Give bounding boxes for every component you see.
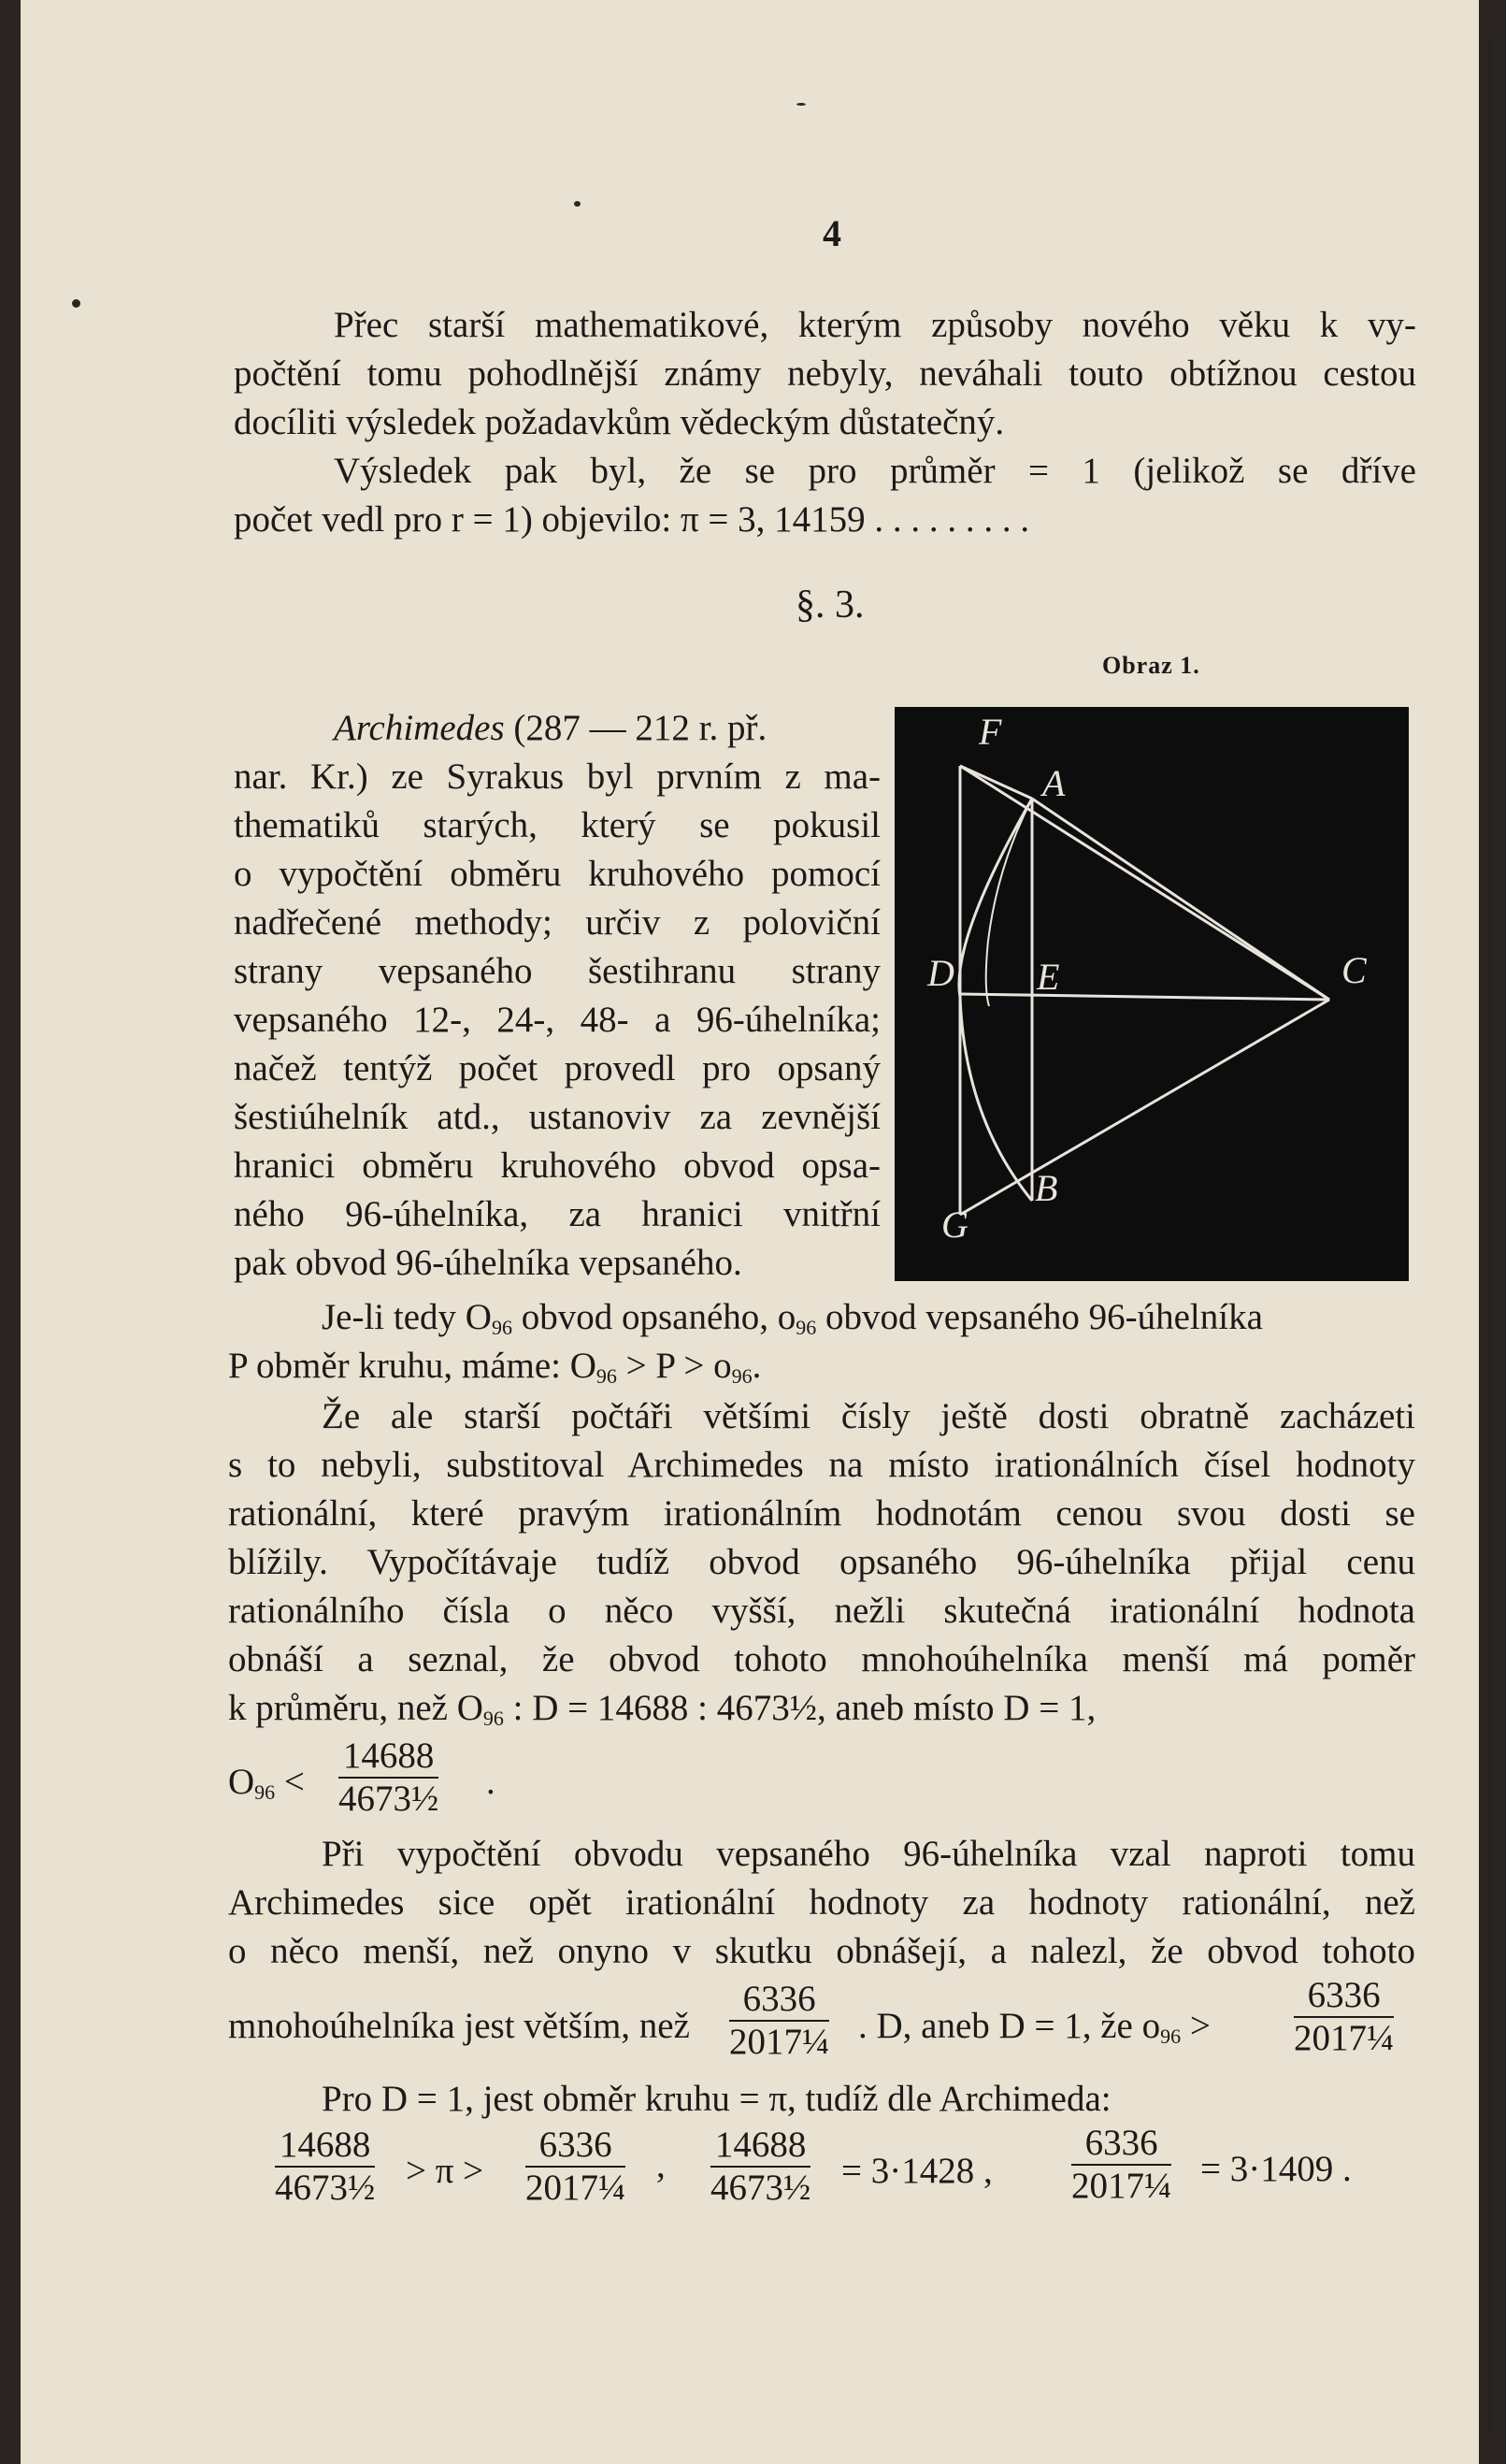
intro-line-3: docíliti výsledek požadavkům vědeckým důstatečný. — [234, 402, 1005, 442]
ze-line-6: obnáší a seznal, že obvod tohoto mnohoúhelníka menší má poměr — [228, 1639, 1415, 1679]
book-page — [21, 0, 1479, 2464]
label-F: F — [979, 711, 1002, 753]
column-line-2: thematiků starých, který se pokusil — [234, 805, 881, 845]
column-line-10: ného 96-úhelníka, za hranici vnitřní — [234, 1194, 881, 1234]
final-fraction-1 — [275, 2125, 375, 2209]
ze-line-2: s to nebyli, substitoval Archimedes na místo irationálních čísel hodnoty — [228, 1445, 1415, 1485]
figure-drawing — [895, 707, 1409, 1281]
pri-line-3: o něco menší, než onyno v skutku obnášejí, a nalezl, že obvod tohoto — [228, 1931, 1415, 1971]
upper-bound-fraction — [338, 1736, 438, 1820]
final-fraction-4 — [1071, 2123, 1171, 2207]
ink-speck — [796, 103, 806, 106]
upper-bound-numerator: 14688 — [338, 1736, 438, 1779]
final-numerator-4: 6336 — [1071, 2123, 1171, 2166]
lower-bound-numerator-2: 6336 — [1294, 1975, 1394, 2018]
intro-line-4: Výsledek pak byl, že se pro průměr = 1 (jelikož se dříve — [334, 451, 1416, 491]
ratio-line: k průměru, než $O_{96}$ : D = 14688 : 4673½, aneb místo D = 1, — [228, 1688, 1097, 1730]
jeli-line-1: Je-li tedy $O_{96}$ obvod opsaného, $o_{96}$ obvod vepsaného 96-úhelníka — [322, 1297, 1263, 1339]
column-line-7: načež tentýž počet provedl pro opsaný — [234, 1048, 881, 1088]
lower-bound-fraction-1 — [729, 1979, 829, 2063]
page-number: 4 — [823, 212, 841, 254]
line-FA — [960, 766, 1032, 799]
column-line-6: vepsaného 12-, 24-, 48- a 96-úhelníka; — [234, 1000, 881, 1040]
label-G: G — [941, 1203, 968, 1246]
final-relation: > π > — [406, 2151, 484, 2191]
final-equals-2: = 3·1409 . — [1200, 2149, 1352, 2189]
final-fraction-3 — [710, 2125, 810, 2209]
lower-bound-numerator-1: 6336 — [729, 1979, 829, 2022]
section-heading: §. 3. — [796, 584, 865, 627]
final-denominator-4: 2017¼ — [1071, 2166, 1172, 2206]
final-equals-1: = 3·1428 , — [841, 2151, 993, 2191]
final-denominator-1: 4673½ — [275, 2168, 376, 2208]
final-denominator-3: 4673½ — [710, 2168, 811, 2208]
lower-bound-after: . D, aneb D = 1, že $o_{96}$ > — [858, 2006, 1211, 2048]
intro-line-2: počtění tomu pohodlnější známy nebyly, neváhali touto obtížnou cestou — [234, 353, 1416, 394]
label-B: B — [1035, 1167, 1058, 1209]
upper-bound-lhs: $O_{96}$ < — [228, 1762, 305, 1804]
chord-arc — [986, 799, 1032, 1006]
column-line-8: šestiúhelník atd., ustanoviv za zevnější — [234, 1097, 881, 1137]
final-fraction-2 — [525, 2125, 625, 2209]
jeli-line-2: P obměr kruhu, máme: $O_{96} > P > o_{96}$. — [228, 1346, 762, 1388]
line-AC — [1032, 799, 1329, 1000]
intro-line-5: počet vedl pro r = 1) objevilo: π = 3, 14159 . . . . . . . . . — [234, 499, 1030, 540]
label-E: E — [1037, 956, 1060, 998]
arc-ADB — [959, 799, 1032, 1201]
column-line-5: strany vepsaného šestihranu strany — [234, 951, 881, 991]
label-D: D — [927, 952, 954, 994]
column-line-9: hranici obměru kruhového obvod opsa- — [234, 1146, 881, 1186]
lower-bound-denominator-2: 2017¼ — [1294, 2018, 1395, 2058]
final-denominator-2: 2017¼ — [525, 2168, 626, 2208]
column-line-3: o vypočtění obměru kruhového pomocí — [234, 854, 881, 894]
column-line-11: pak obvod 96-úhelníka vepsaného. — [234, 1243, 742, 1283]
pro-line: Pro D = 1, jest obměr kruhu = π, tudíž dle Archimeda: — [322, 2079, 1112, 2119]
label-C: C — [1341, 949, 1367, 991]
page-edge-line — [1488, 37, 1491, 2431]
final-numerator-2: 6336 — [525, 2125, 625, 2168]
figure-caption: Obraz 1. — [1102, 652, 1200, 679]
line-DC — [960, 994, 1329, 1000]
pri-line-1: Při vypočtění obvodu vepsaného 96-úhelníka vzal naproti tomu — [322, 1834, 1415, 1874]
column-line-4: nadřečené methody; určiv z poloviční — [234, 902, 881, 943]
lower-bound-denominator-1: 2017¼ — [729, 2022, 830, 2062]
final-numerator-1: 14688 — [275, 2125, 375, 2168]
line-FC — [960, 766, 1329, 1000]
ze-line-5: rationálního čísla o něco vyšší, nežli skutečná irationální hodnota — [228, 1591, 1415, 1631]
geometry-figure — [895, 707, 1409, 1281]
final-numerator-3: 14688 — [710, 2125, 810, 2168]
ze-line-1: Že ale starší počtáři většími čísly ještě dosti obratně zacházeti — [322, 1396, 1415, 1436]
ink-speck — [72, 299, 80, 308]
label-A: A — [1042, 762, 1066, 804]
archimedes-heading: Archimedes (287 — 212 r. př. — [334, 708, 767, 748]
lower-bound-fraction-2 — [1294, 1975, 1394, 2059]
intro-line-1: Přec starší mathematikové, kterým způsoby nového věku k vy- — [334, 305, 1416, 345]
ze-line-3: rationální, které pravým irationálním hodnotám cenou svou dosti se — [228, 1493, 1415, 1534]
final-comma: , — [656, 2145, 666, 2185]
ze-line-4: blížily. Vypočítávaje tudíž obvod opsaného 96-úhelníka přijal cenu — [228, 1542, 1415, 1582]
column-line-1: nar. Kr.) ze Syrakus byl prvním z ma- — [234, 756, 881, 797]
pri-line-2: Archimedes sice opět irationální hodnoty za hodnoty rationální, než — [228, 1882, 1415, 1923]
upper-bound-denominator: 4673½ — [338, 1779, 439, 1819]
upper-bound-end: . — [486, 1762, 495, 1802]
lower-bound-text: mnohoúhelníka jest větším, než — [228, 2006, 690, 2046]
ink-speck — [574, 201, 581, 207]
line-GC — [960, 1000, 1329, 1215]
